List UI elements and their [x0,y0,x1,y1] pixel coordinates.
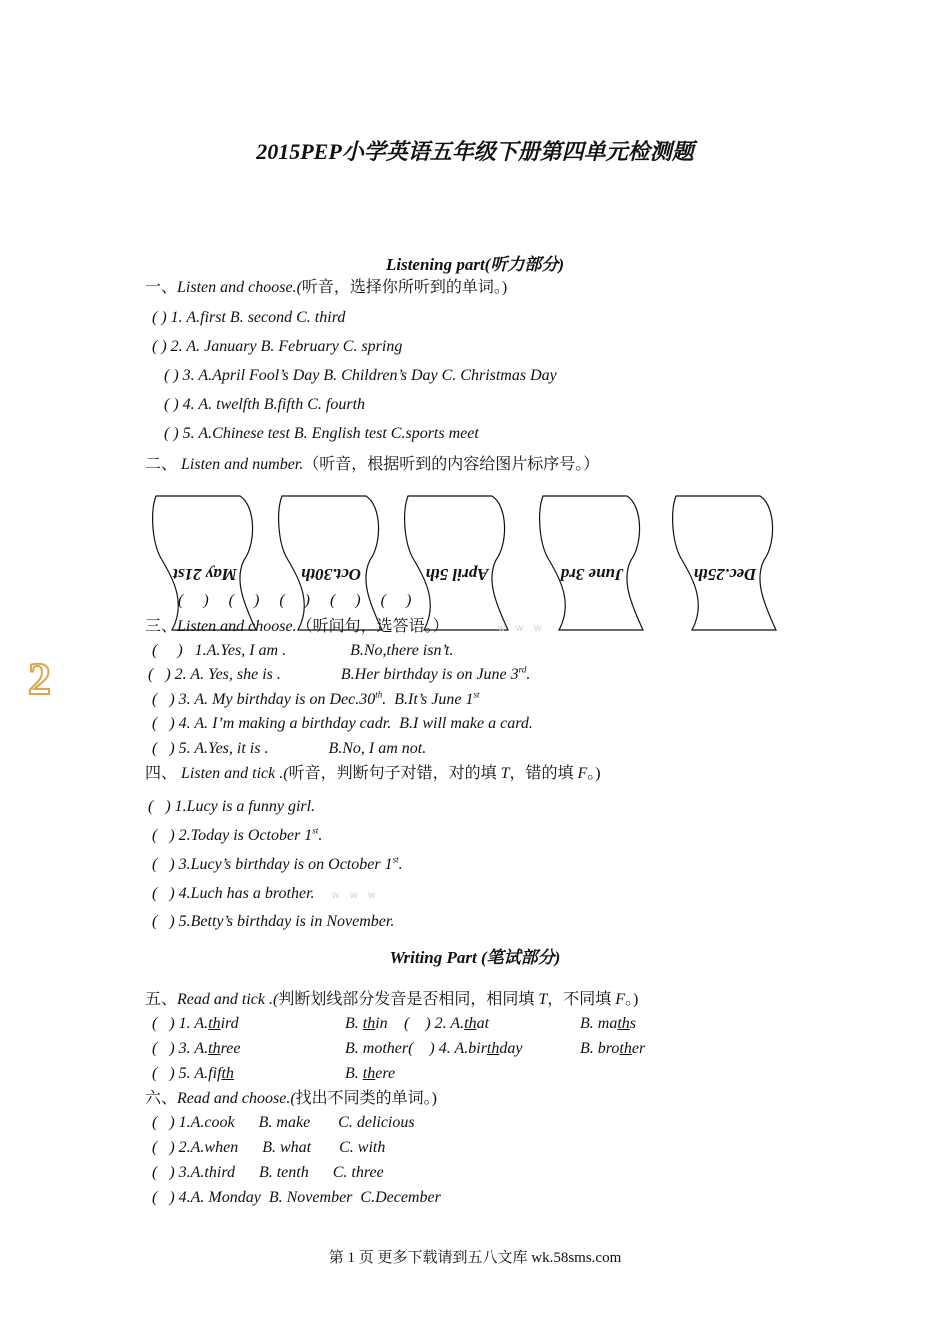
page-footer: 第 1 页 更多下载请到五八文库 wk.58sms.com [328,1250,622,1266]
section-5-number: 五、 [145,991,178,1008]
section-5-true-letter: T [538,991,548,1008]
scroll-label-2: Oct.30th [301,565,361,584]
s4-question-1: ( ) 1.Lucy is a funny girl. [148,798,316,815]
s1-question-3: ( ) 3. A.April Fool’s Day B. Children’s Day C. Christmas Day [164,367,557,384]
writing-part-header: Writing Part (笔试部分) [389,948,561,967]
section-4-true-letter: T [500,765,510,782]
s5-row-2-a [152,1039,240,1059]
s3-question-2 [148,665,530,685]
s5-row-1-d [580,1014,636,1034]
section-2-number: 二、 [145,456,178,473]
s5-r2-b-text: B. mother( ) 4. A.bir [345,1040,487,1057]
s2-answer-blanks: ( ) ( ) ( ) ( ) ( ) [178,592,412,609]
watermark-2: w w w [332,890,380,901]
section-5-heading [145,990,638,1010]
s5-r1-a-underline: th [208,1015,221,1032]
s5-r3-b-pre: B. [345,1065,363,1082]
s5-r1-b-post: in [375,1015,388,1032]
section-5-false-letter: F [615,991,626,1008]
scroll-card-1 [144,494,266,632]
s5-r1-c-post: at [476,1015,490,1032]
s3-q2-text: ( ) 2. A. Yes, she is . B.Her birthday is on June 3 [148,666,519,683]
section-5-title-cn-1: 判断划线部分发音是否相同，相同填 [278,991,539,1008]
s3-question-1: ( ) 1.A.Yes, I am . B.No,there isn’t. [152,642,454,659]
section-4-heading [145,764,601,784]
section-4-title-cn-1: 听音，判断句子对错，对的填 [288,765,501,782]
section-1-title-en: Listen and choose.( [177,279,302,296]
s1-question-5: ( ) 5. A.Chinese test B. English test C.sports meet [164,425,479,442]
s5-r1-b-pre: B. [345,1015,363,1032]
s5-r1-d-underline: th [617,1015,630,1032]
s5-r2-a-underline: th [208,1040,221,1057]
s3-question-5: ( ) 5. A.Yes, it is . B.No, I am not. [152,740,427,757]
s3-q3-mid: . B.It’s June 1 [382,691,474,708]
section-4-title-cn-2: ，错的填 [509,765,578,782]
s4-question-5: ( ) 5.Betty’s birthday is in November. [152,913,395,930]
s5-row-3-b [345,1064,395,1084]
s5-r2-a-post: ree [220,1040,241,1057]
section-4-title-en: Listen and tick .( [177,765,289,782]
s1-question-1: ( ) 1. A.first B. second C. third [152,309,346,326]
scroll-card-5 [664,494,786,632]
s4-q3-end: . [398,856,403,873]
section-2-title-cn: （听音，根据听到的内容给图片标序号。） [303,456,600,473]
s4-q2-sup: st [312,825,319,836]
s5-row-3-a [152,1064,234,1084]
s5-r2-d-post: er [631,1040,646,1057]
s4-q3-text: ( ) 3.Lucy’s birthday is on October 1 [152,856,393,873]
scroll-label-5: Dec.25th [693,565,757,584]
s5-r1-d-post: s [629,1015,637,1032]
s5-r1-b-underline: th [362,1015,376,1032]
section-6-title-en: Read and choose.( [177,1090,296,1107]
page-number-badge: 2 [28,653,51,704]
s5-row-1-c [404,1014,489,1034]
s3-question-4: ( ) 4. A. I’m making a birthday cadr. B.I will make a card. [152,715,533,732]
section-6-title-cn: 找出不同类的单词。) [295,1090,437,1107]
s5-r2-d-underline: th [619,1040,632,1057]
s6-question-2: ( ) 2.A.when B. what C. with [152,1139,386,1156]
s5-r3-a-pre: ( ) 5. A.fif [152,1065,222,1082]
s3-q2-end: . [526,666,531,683]
s6-question-1: ( ) 1.A.cook B. make C. delicious [152,1114,415,1131]
s5-r1-a-pre: ( ) 1. A. [152,1015,209,1032]
section-3-number: 三、 [145,618,178,635]
s1-question-2: ( ) 2. A. January B. February C. spring [152,338,403,355]
watermark-1: w w w [498,623,546,634]
s3-q3-text: ( ) 3. A. My birthday is on Dec.30 [152,691,376,708]
s5-r3-b-underline: th [362,1065,376,1082]
s5-r2-b-post: day [499,1040,523,1057]
s4-question-4: ( ) 4.Luch has a brother. [152,885,315,902]
section-2-heading [145,455,599,475]
s5-row-2-b [345,1039,522,1059]
s3-q3-sup-2: st [473,689,480,700]
section-4-number: 四、 [145,765,178,782]
s5-r1-a-post: ird [220,1015,239,1032]
section-6-number: 六、 [145,1090,178,1107]
scroll-outline [396,494,518,632]
s3-q2-sup: rd [518,664,527,675]
s4-q3-sup: st [392,854,399,865]
s5-r1-d-pre: B. ma [580,1015,618,1032]
scroll-card-3 [396,494,518,632]
section-5-title-en: Read and tick .( [177,991,279,1008]
s4-q2-end: . [318,827,323,844]
section-5-title-cn-2: ，不同填 [547,991,616,1008]
scroll-label-1: May 21st [173,565,237,584]
section-6-heading [145,1089,437,1109]
scroll-card-4 [531,494,653,632]
scroll-label-3: April 5th [425,565,489,584]
s5-row-2-d [580,1039,645,1059]
scroll-outline [270,494,392,632]
s6-question-4: ( ) 4.A. Monday B. November C.December [152,1189,441,1206]
section-3-title-en: Listen and choose. [177,618,297,635]
s5-r1-c-pre: ( ) 2. A. [404,1015,465,1032]
s5-r2-d-pre: B. bro [580,1040,620,1057]
section-3-heading [145,617,449,637]
s5-r3-a-underline: th [221,1065,234,1082]
section-1-number: 一、 [145,279,178,296]
s4-q2-text: ( ) 2.Today is October 1 [152,827,313,844]
s5-r3-b-post: ere [375,1065,396,1082]
section-1-title-cn: 听音，选择你所听到的单词。) [301,279,508,296]
s5-r1-c-underline: th [464,1015,477,1032]
section-1-heading [145,278,507,298]
s5-r2-a-pre: ( ) 3. A. [152,1040,209,1057]
listening-part-header: Listening part(听力部分) [385,255,565,274]
s3-question-3 [152,690,480,710]
scroll-card-2 [270,494,392,632]
scroll-label-4: June 3rd [560,565,624,584]
scroll-outline [144,494,266,632]
s5-r2-b-underline: th [486,1040,500,1057]
section-4-title-cn-3: 。) [587,765,601,782]
scroll-outline [664,494,786,632]
scroll-outline [531,494,653,632]
section-3-title-cn: （听问句，选答语。） [296,618,449,635]
section-2-title-en: Listen and number. [177,456,304,473]
section-4-false-letter: F [577,765,588,782]
page-title: 2015PEP小学英语五年级下册第四单元检测题 [256,139,694,164]
s6-question-3: ( ) 3.A.third B. tenth C. three [152,1164,384,1181]
s1-question-4: ( ) 4. A. twelfth B.fifth C. fourth [164,396,366,413]
s3-q3-sup-1: th [375,689,383,700]
s4-question-3 [152,855,403,875]
s5-row-1-b [345,1014,388,1034]
section-5-title-cn-3: 。) [625,991,639,1008]
s5-row-1-a [152,1014,239,1034]
s4-question-2 [152,826,322,846]
